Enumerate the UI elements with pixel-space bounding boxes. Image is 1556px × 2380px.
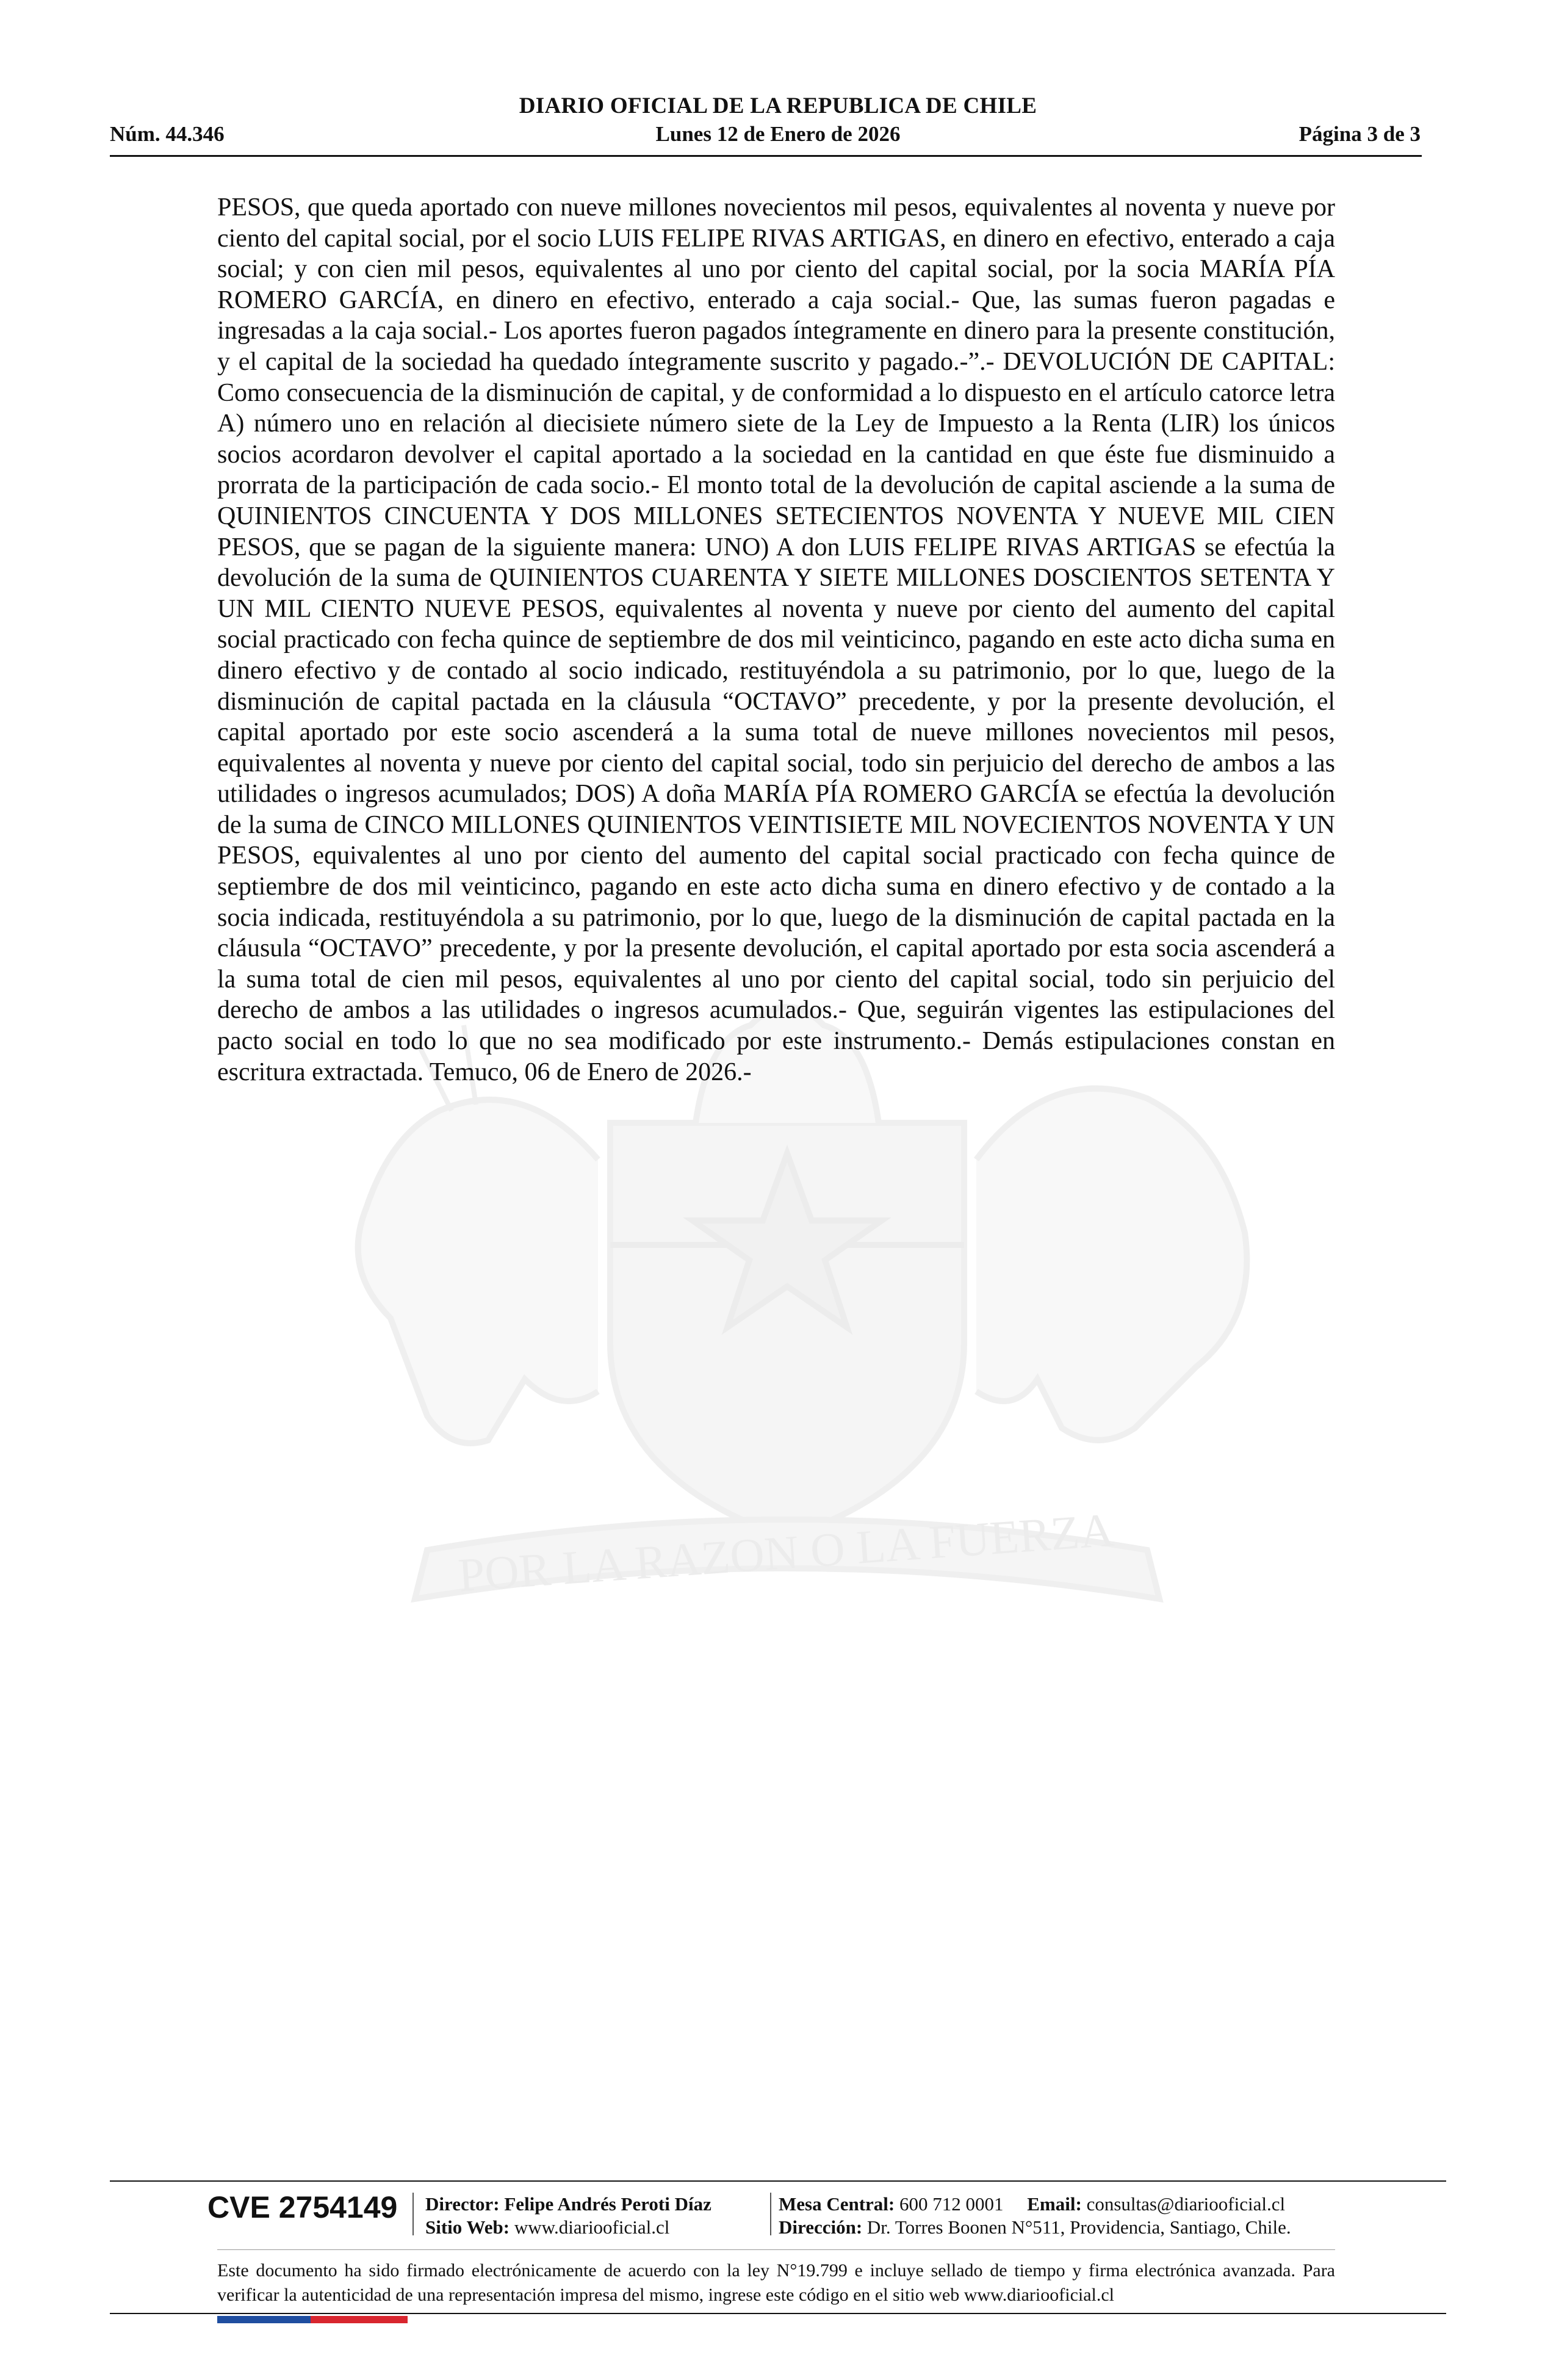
cve-code: CVE 2754149 xyxy=(207,2190,398,2224)
issue-number: Núm. 44.346 xyxy=(110,122,225,146)
flag-stripe-red xyxy=(311,2316,408,2323)
flag-stripe-blue xyxy=(217,2316,311,2323)
page-indicator: Página 3 de 3 xyxy=(1298,122,1421,146)
footer-divider-mid xyxy=(217,2249,1335,2250)
website-label: Sitio Web: xyxy=(425,2216,510,2238)
contact-line xyxy=(779,2193,1285,2215)
website-line xyxy=(425,2216,669,2238)
motto-text: POR LA RAZON O LA FUERZA xyxy=(456,1502,1116,1602)
issue-date: Lunes 12 de Enero de 2026 xyxy=(655,122,901,146)
address-label: Dirección: xyxy=(779,2216,863,2238)
director-line xyxy=(425,2193,711,2215)
address-value: Dr. Torres Boonen N°511, Providencia, Santiago, Chile. xyxy=(866,2216,1291,2238)
footer-separator xyxy=(770,2193,771,2235)
email-label: Email: xyxy=(1027,2193,1082,2215)
mesa-label: Mesa Central: xyxy=(779,2193,895,2215)
email-link[interactable]: consultas@diariooficial.cl xyxy=(1086,2193,1286,2215)
header-divider xyxy=(110,155,1422,157)
address-line xyxy=(779,2216,1291,2238)
document-body: PESOS, que queda aportado con nueve millones novecientos mil pesos, equivalentes al noventa y nueve por ciento del capital social, por el socio LUIS FELIPE RIVAS ARTIGAS, en dinero en efectivo, enterado a caja social; y con cien mil pesos, equivalentes al uno por ciento del capital social, por la socia MARÍA PÍA ROMERO GARCÍA, en dinero en efectivo, enterado a caja social.- Que, las sumas fueron pagadas e ingresadas a la caja social.- Los aportes fueron pagados íntegramente en dinero para la presente constitución, y el capital de la sociedad ha quedado íntegramente suscrito y pagado.-”.- DEVOLUCIÓN DE CAPITAL: Como consecuencia de la disminución de capital, y de conformidad a lo dispuesto en el artículo catorce letra A) número uno en relación al diecisiete número siete de la Ley de Impuesto a la Renta (LIR) los únicos socios acordaron devolver el capital aportado a la sociedad en la cantidad en que éste fue disminuido a prorrata de la participación de cada socio.- El monto total de la devolución de capital asciende a la suma de QUINIENTOS CINCUENTA Y DOS MILLONES SETECIENTOS NOVENTA Y NUEVE MIL CIEN PESOS, que se pagan de la siguiente manera: UNO) A don LUIS FELIPE RIVAS ARTIGAS se efectúa la devolución de la suma de QUINIENTOS CUARENTA Y SIETE MILLONES DOSCIENTOS SETENTA Y UN MIL CIENTO NUEVE PESOS, equivalentes al noventa y nueve por ciento del aumento del capital social practicado con fecha quince de septiembre de dos mil veinticinco, pagando en este acto dicha suma en dinero efectivo y de contado al socio indicado, restituyéndola a su patrimonio, por lo que, luego de la disminución de capital pactada en la cláusula “OCTAVO” precedente, y por la presente devolución, el capital aportado por este socio ascenderá a la suma total de nueve millones novecientos mil pesos, equivalentes al noventa y nueve por ciento del capital social, todo sin perjuicio del derecho de ambos a las utilidades o ingresos acumulados; DOS) A doña MARÍA PÍA ROMERO GARCÍA se efectúa la devolución de la suma de CINCO MILLONES QUINIENTOS VEINTISIETE MIL NOVECIENTOS NOVENTA Y UN PESOS, equivalentes al uno por ciento del aumento del capital social practicado con fecha quince de septiembre de dos mil veinticinco, pagando en este acto dicha suma en dinero efectivo y de contado a la socia indicada, restituyéndola a su patrimonio, por lo que, luego de la disminución de capital pactada en la cláusula “OCTAVO” precedente, y por la presente devolución, el capital aportado por esta socia ascenderá a la suma total de cien mil pesos, equivalentes al uno por ciento del capital social, todo sin perjuicio del derecho de ambos a las utilidades o ingresos acumulados.- Que, seguirán vigentes las estipulaciones del pacto social en todo lo que no sea modificado por este instrumento.- Demás estipulaciones constan en escritura extractada. Temuco, 06 de Enero de 2026.- xyxy=(217,193,1335,1086)
legal-note: Este documento ha sido firmado electrónicamente de acuerdo con la ley N°19.799 e incluye sellado de tiempo y firma electrónica avanzada. Para verificar la autenticidad de una representación impresa del mismo, ingrese este código en el sitio web www.diariooficial.cl xyxy=(217,2260,1335,2305)
director-label: Director: xyxy=(425,2193,500,2215)
footer-divider-bottom xyxy=(110,2313,1446,2314)
publication-title: DIARIO OFICIAL DE LA REPUBLICA DE CHILE xyxy=(519,93,1037,118)
footer-separator xyxy=(412,2193,414,2235)
mesa-phone: 600 712 0001 xyxy=(899,2193,1004,2215)
footer-divider-top xyxy=(110,2180,1446,2182)
director-name: Felipe Andrés Peroti Díaz xyxy=(504,2193,711,2215)
website-link[interactable]: www.diariooficial.cl xyxy=(514,2216,670,2238)
